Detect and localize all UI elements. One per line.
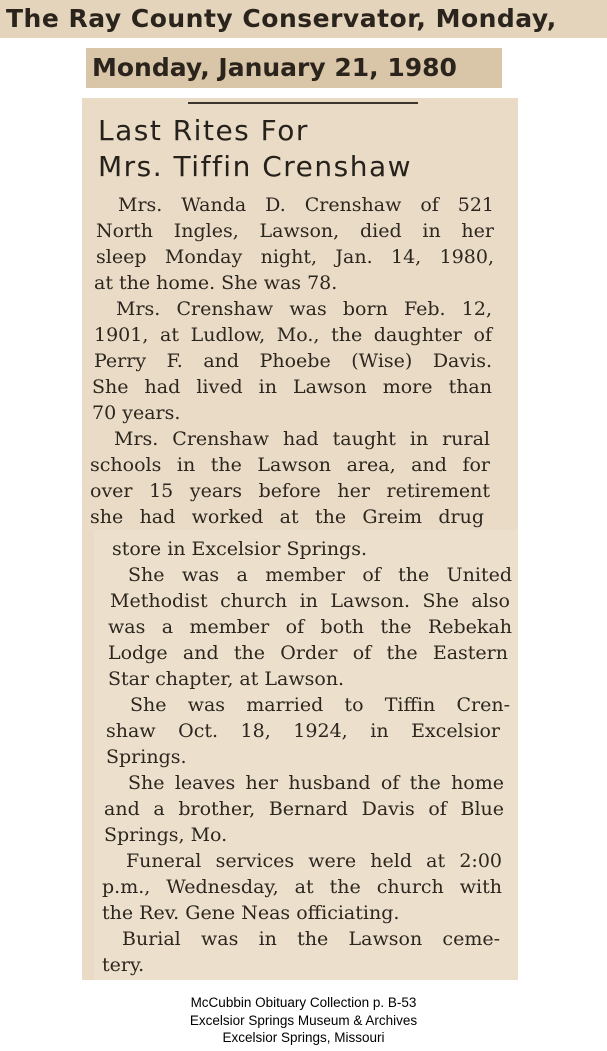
article-line: the Rev. Gene Neas officiating. xyxy=(102,902,400,924)
footer-location: Excelsior Springs, Missouri xyxy=(222,1030,385,1045)
article-line: She leaves her husband of the home xyxy=(128,772,504,794)
article-line: Mrs. Wanda D. Crenshaw of 521 xyxy=(118,194,494,216)
article-line: Lodge and the Order of the Eastern xyxy=(108,642,508,664)
publication-header xyxy=(0,0,607,38)
article-line: 70 years. xyxy=(92,402,181,424)
article-line: Mrs. Crenshaw had taught in rural xyxy=(114,428,490,450)
article-line: she had worked at the Greim drug xyxy=(90,506,484,528)
footer-museum: Excelsior Springs Museum & Archives xyxy=(189,1012,418,1028)
headline-line-1: Last Rites For xyxy=(98,114,309,147)
publication-date: Monday, January 21, 1980 xyxy=(92,53,457,82)
article-line: She had lived in Lawson more than xyxy=(92,376,492,398)
headline-rule xyxy=(188,102,418,104)
footer-collection: McCubbin Obituary Collection p. B-53 xyxy=(190,995,417,1010)
article-line: schools in the Lawson area, and for xyxy=(90,454,490,476)
article-line: tery. xyxy=(102,954,145,976)
article-line: Methodist church in Lawson. She also xyxy=(110,590,510,612)
article-line: Springs. xyxy=(106,746,187,768)
article-line: Burial was in the Lawson ceme- xyxy=(122,928,500,950)
headline-line-2: Mrs. Tiffin Crenshaw xyxy=(98,150,413,183)
article-line: Mrs. Crenshaw was born Feb. 12, xyxy=(116,298,492,320)
article-line: store in Excelsior Springs. xyxy=(112,538,368,560)
article-line: 1901, at Ludlow, Mo., the daughter of xyxy=(94,324,492,346)
article-line: North Ingles, Lawson, died in her xyxy=(96,220,494,242)
article-line: She was a member of the United xyxy=(128,564,512,586)
publication-title: The Ray County Conservator, Monday, xyxy=(6,4,557,33)
article-line: Star chapter, at Lawson. xyxy=(108,668,345,690)
collection-footer xyxy=(0,994,607,1047)
article-line: Springs, Mo. xyxy=(104,824,228,846)
article-line: Funeral services were held at 2:00 xyxy=(126,850,502,872)
date-header xyxy=(86,48,502,88)
article-line: at the home. She was 78. xyxy=(94,272,338,294)
article-line: sleep Monday night, Jan. 14, 1980, xyxy=(96,246,494,268)
article-line: over 15 years before her retirement xyxy=(90,480,490,502)
article-line: shaw Oct. 18, 1924, in Excelsior xyxy=(106,720,500,742)
article-line: She was married to Tiffin Cren- xyxy=(130,694,510,716)
article-line: Perry F. and Phoebe (Wise) Davis. xyxy=(94,350,492,372)
article-line: p.m., Wednesday, at the church with xyxy=(102,876,502,898)
article-line: was a member of both the Rebekah xyxy=(108,616,512,638)
newspaper-clipping xyxy=(82,98,518,980)
article-line: and a brother, Bernard Davis of Blue xyxy=(104,798,504,820)
